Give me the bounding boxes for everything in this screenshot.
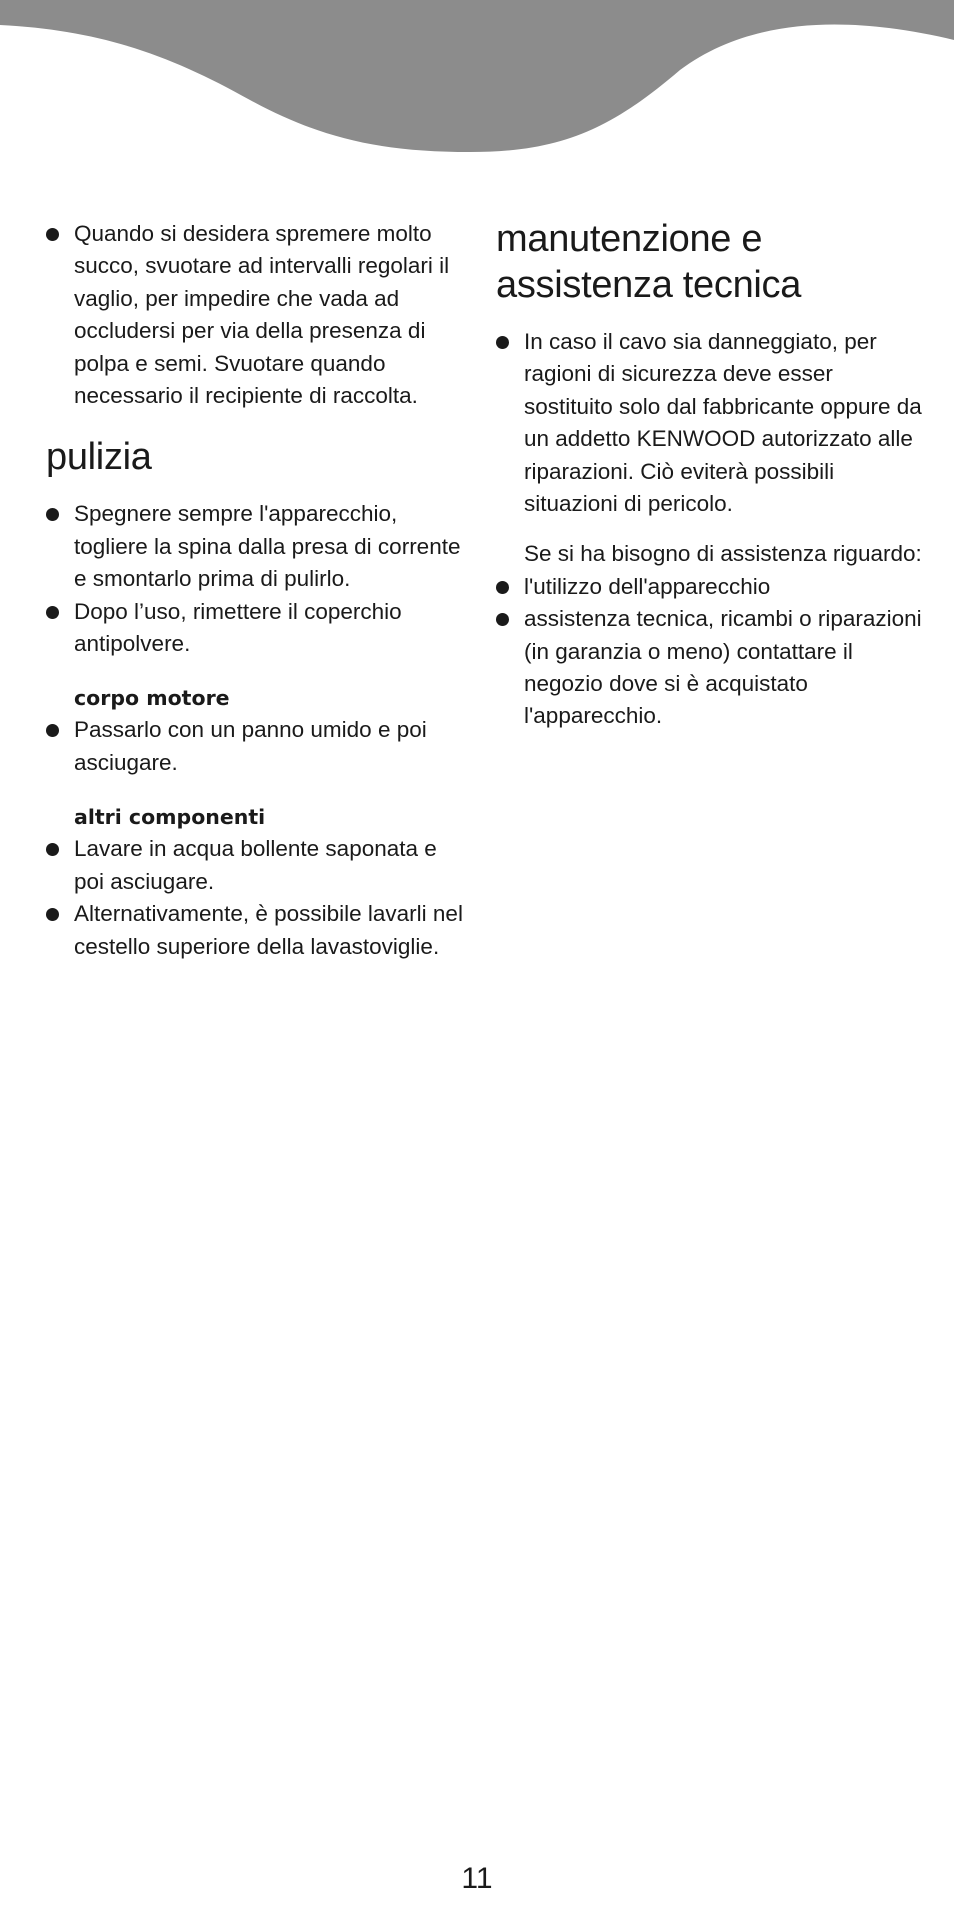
manutenzione-bullet-list xyxy=(496,326,926,520)
bullet-icon xyxy=(496,613,509,626)
section-title-line: manutenzione e xyxy=(496,218,763,260)
corpo-motore-bullet-list xyxy=(46,714,466,779)
list-item xyxy=(496,326,926,520)
bullet-icon xyxy=(496,581,509,594)
list-item-text: Quando si desidera spremere molto succo, svuotare ad intervalli regolari il vaglio, per impedire che vada ad occludersi per via della presenza di polpa e semi. Svuotare quando necessario il recipiente di raccolta. xyxy=(74,221,450,409)
bullet-icon xyxy=(46,724,59,737)
list-item xyxy=(496,603,926,733)
list-item xyxy=(46,596,466,661)
list-item xyxy=(46,498,466,595)
list-item-text: assistenza tecnica, ricambi o riparazioni (in garanzia o meno) contattare il negozio dove si è acquistato l'apparecchio. xyxy=(524,606,922,729)
bullet-icon xyxy=(46,508,59,521)
subheading-corpo-motore: corpo motore xyxy=(74,686,230,711)
list-item-text: Alternativamente, è possibile lavarli nel cestello superiore della lavastoviglie. xyxy=(74,901,463,959)
list-item-text: Lavare in acqua bollente saponata e poi asciugare. xyxy=(74,836,437,894)
section-title-line: assistenza tecnica xyxy=(496,264,802,306)
altri-componenti-bullet-list xyxy=(46,833,466,963)
bullet-icon xyxy=(496,336,509,349)
bullet-icon xyxy=(46,228,59,241)
list-item xyxy=(496,571,926,603)
section-title-pulizia: pulizia xyxy=(46,436,152,479)
right-column xyxy=(496,216,926,733)
page-number: 11 xyxy=(461,1862,493,1895)
list-item xyxy=(46,218,466,412)
section-title-manutenzione xyxy=(496,216,926,308)
assistance-intro: Se si ha bisogno di assistenza riguardo: xyxy=(524,541,922,567)
subheading-altri-componenti: altri componenti xyxy=(74,805,266,830)
list-item xyxy=(46,833,466,898)
list-item-text: l'utilizzo dell'apparecchio xyxy=(524,573,771,599)
intro-bullet-list xyxy=(46,218,466,412)
left-column xyxy=(46,218,466,963)
list-item-text: Spegnere sempre l'apparecchio, togliere la spina dalla presa di corrente e smontarlo prima di pulirlo. xyxy=(74,501,461,592)
assistance-bullet-list xyxy=(496,571,926,733)
list-item-text: Dopo l’uso, rimettere il coperchio antipolvere. xyxy=(74,598,402,657)
list-item xyxy=(46,898,466,963)
list-item-text: In caso il cavo sia danneggiato, per ragioni di sicurezza deve esser sostituito solo dal fabbricante oppure da un addetto KENWOOD autorizzato alle riparazioni. Ciò eviterà possibili situazioni di pericolo. xyxy=(524,329,922,517)
bullet-icon xyxy=(46,606,59,619)
list-item xyxy=(46,714,466,779)
bullet-icon xyxy=(46,908,59,921)
list-item-text: Passarlo con un panno umido e poi asciugare. xyxy=(74,717,427,775)
bullet-icon xyxy=(46,843,59,856)
pulizia-bullet-list xyxy=(46,498,466,660)
header-wave-decoration xyxy=(0,0,954,160)
